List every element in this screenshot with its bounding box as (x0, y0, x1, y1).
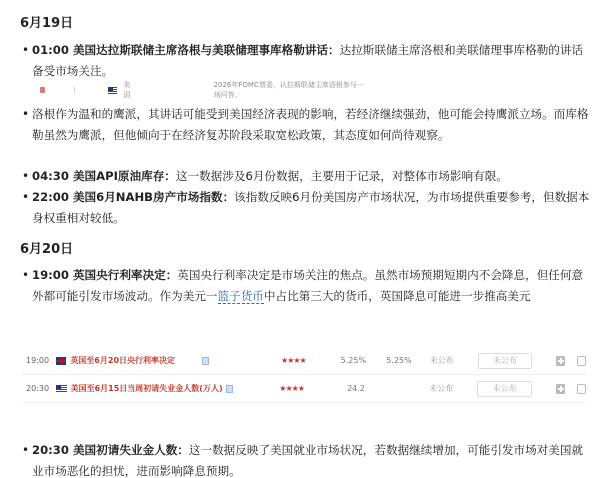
table-row[interactable] (22, 375, 586, 403)
row-actual: 未公布 (429, 356, 454, 365)
event-title: 20:30 美国初请失业金人数： (32, 443, 189, 457)
basket-currency-link[interactable]: 篮子货币 (217, 289, 264, 303)
us-flag-icon (108, 87, 118, 94)
news-country: 美国 (123, 81, 131, 99)
add-icon[interactable] (556, 356, 565, 366)
event-nahb (22, 187, 590, 229)
event-api-crude (22, 166, 590, 187)
row-forecast: 5.25% (386, 356, 412, 365)
event-boe-rate (22, 265, 590, 307)
event-jobless-claims (22, 440, 590, 478)
date-heading-june-20: 6月20日 (20, 242, 74, 257)
event-desc: 这一数据涉及6月份数据，主要用于记录，对整体市场影响有限。 (175, 169, 508, 183)
event-title: 01:00 美国达拉斯联储主席洛根与美联储理事库格勒讲话： (32, 43, 340, 57)
row-pending-box: 未公布 (478, 353, 533, 369)
news-headline: 2026年FOMC票委，认拉斯联储主席洛根参与一场问答。 (213, 81, 364, 99)
bullet: • (22, 443, 30, 457)
red-marker-icon (40, 87, 45, 93)
event-title: 04:30 美国API原油库存： (32, 169, 176, 183)
event-desc: 达拉斯联储主席洛根和美联储理事库格勒的讲话备受市场关注。 (32, 43, 584, 78)
uk-flag-icon (56, 357, 67, 365)
row-previous: 24.2 (347, 384, 365, 393)
event-desc-cont: 中占比第三大的货币，英国降息可能进一步推高美元 (263, 289, 531, 303)
event-analysis (22, 104, 590, 146)
row-previous: 5.25% (340, 356, 367, 365)
separator: | (73, 86, 76, 94)
info-icon[interactable] (226, 385, 233, 393)
event-desc: 这一数据反映了美国就业市场状况，若数据继续增加，可能引发市场对美国就业市场恶化的担忧，进而影响降息预期。 (32, 443, 584, 478)
us-flag-icon (56, 385, 67, 393)
bullet: • (22, 190, 30, 204)
bullet: • (22, 107, 30, 121)
date-heading-june-19: 6月19日 (20, 16, 74, 31)
bullet: • (22, 169, 30, 183)
row-pending-box: 未公布 (477, 381, 532, 397)
calendar-table (22, 347, 586, 403)
more-icon[interactable] (577, 384, 586, 394)
event-title: 19:00 英国央行利率决定： (32, 268, 178, 282)
row-time: 19:00 (26, 356, 50, 365)
more-icon[interactable] (577, 356, 586, 366)
news-strip[interactable] (40, 83, 370, 97)
event-desc: 该指数反映6月份美国房产市场状况，为市场提供重要参考，但数据本身权重相对较低。 (32, 190, 590, 225)
analysis-text: 洛根作为温和的鹰派，其讲话可能受到美国经济表现的影响，若经济继续强劲，他可能会持鹰派立场。而库格勒虽然为鹰派，但他倾向于在经济复苏阶段采取宽松政策，其态度如何尚待观察。 (32, 107, 589, 142)
info-icon[interactable] (202, 357, 209, 365)
table-row[interactable] (22, 347, 586, 375)
event-title: 22:00 美国6月NAHB房产市场指数： (32, 190, 235, 204)
importance-stars: ★★★★ (279, 384, 304, 393)
add-icon[interactable] (556, 384, 565, 394)
row-event-name: 美国至6月15日当周初请失业金人数(万人) (70, 384, 223, 393)
row-event-name: 英国至6月20日央行利率决定 (70, 356, 176, 365)
row-time: 20:30 (26, 384, 50, 393)
bullet: • (22, 43, 30, 57)
event-fed-speech (22, 40, 590, 82)
row-actual: 未公布 (429, 384, 454, 393)
event-desc: 英国央行利率决定是市场关注的焦点。虽然市场预期短期内不会降息，但任何意外都可能引发市场波动。作为美元一 (32, 268, 584, 303)
importance-stars: ★★★★ (281, 356, 306, 365)
bullet: • (22, 268, 30, 282)
